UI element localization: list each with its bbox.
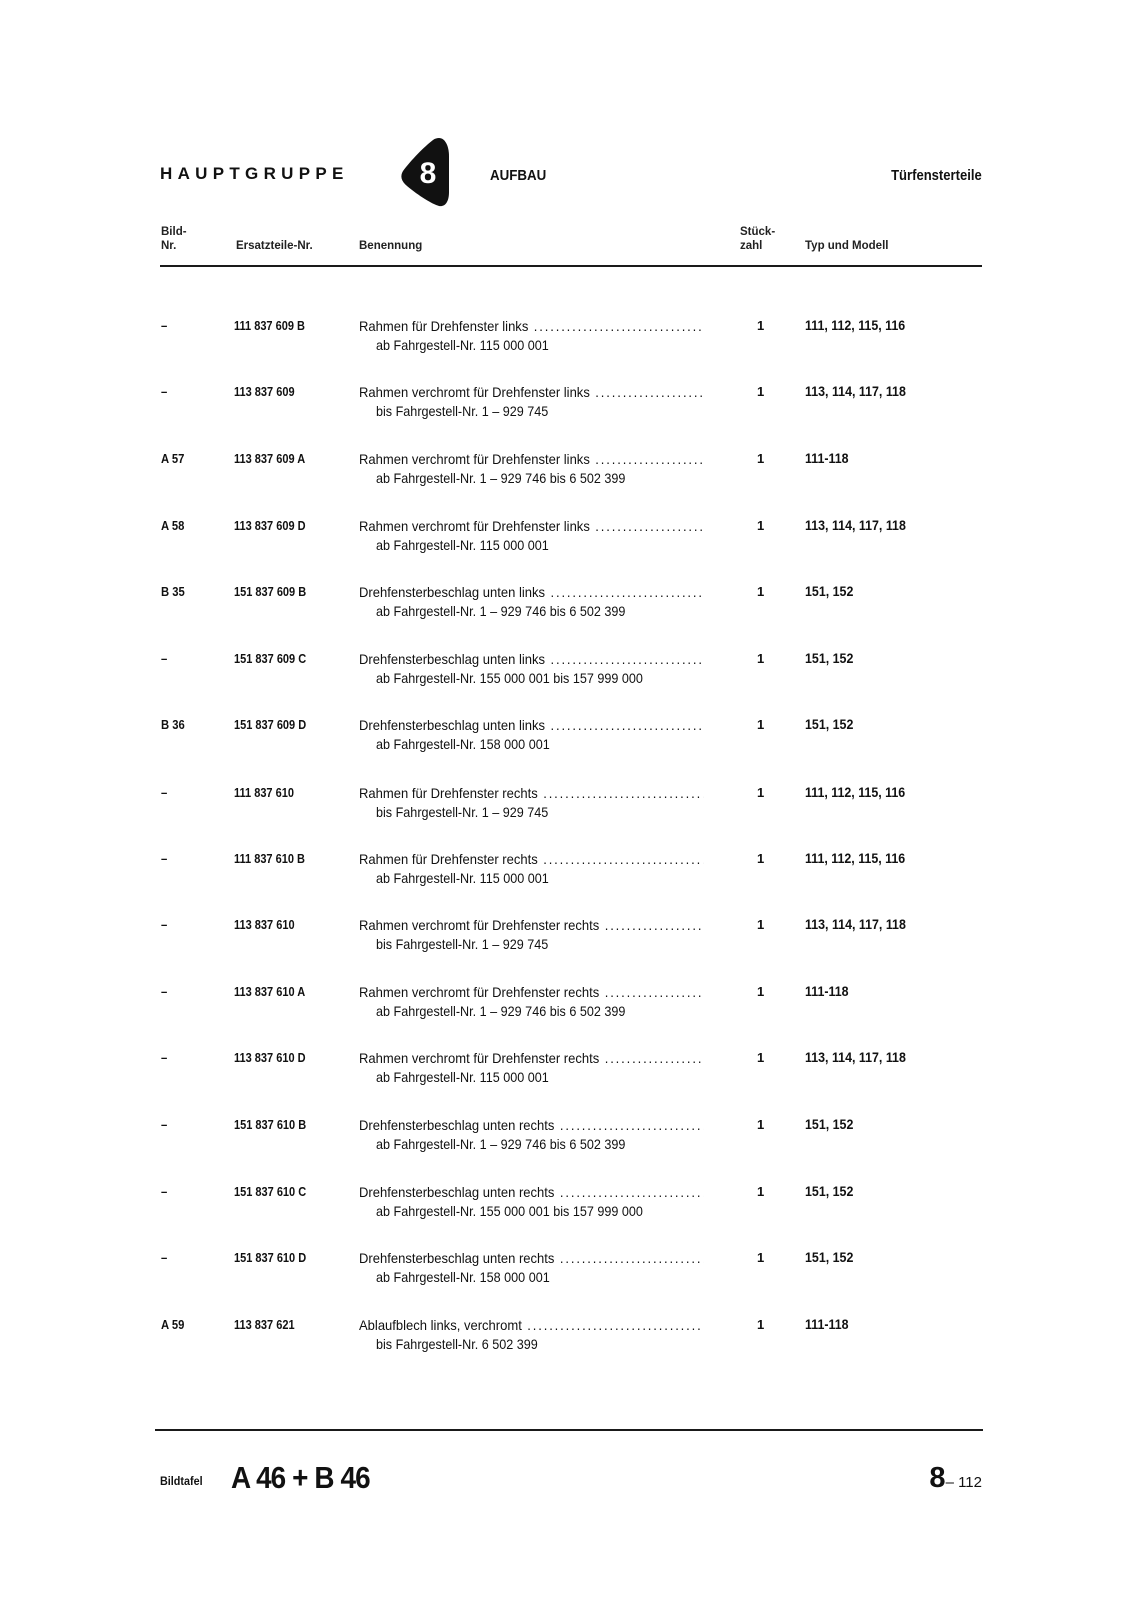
table-row — [0, 916, 1132, 966]
models: 151, 152 — [805, 1250, 854, 1265]
part-name — [359, 850, 703, 868]
models: 113, 114, 117, 118 — [805, 518, 906, 533]
part-number: 113 837 609 A — [234, 452, 306, 466]
header-divider — [160, 265, 982, 267]
models: 151, 152 — [805, 717, 854, 732]
bild-nr: – — [161, 1051, 168, 1065]
models: 111-118 — [805, 984, 849, 999]
part-note: bis Fahrgestell-Nr. 6 502 399 — [376, 1336, 538, 1352]
table-row — [0, 1049, 1132, 1099]
table-row — [0, 650, 1132, 700]
bild-nr: A 59 — [161, 1318, 185, 1332]
part-name-text: Drehfensterbeschlag unten rechts ..... — [359, 1184, 703, 1200]
plate-label: Bildtafel — [160, 1474, 203, 1488]
column-header-bild-nr — [161, 225, 187, 253]
models: 111-118 — [805, 1317, 849, 1332]
part-name-text: Rahmen verchromt für Drehfenster links ..... — [359, 518, 703, 534]
footer-divider — [155, 1429, 983, 1431]
models: 113, 114, 117, 118 — [805, 1050, 906, 1065]
part-name-text: Rahmen für Drehfenster rechts ..... — [359, 785, 703, 801]
part-number: 113 837 610 — [234, 918, 295, 932]
column-header-stueckzahl — [740, 225, 775, 253]
models: 111-118 — [805, 451, 849, 466]
table-row — [0, 1316, 1132, 1366]
part-note: ab Fahrgestell-Nr. 115 000 001 — [376, 337, 549, 353]
part-note: ab Fahrgestell-Nr. 115 000 001 — [376, 537, 549, 553]
part-number: 111 837 610 — [234, 786, 294, 800]
part-name — [359, 1316, 703, 1334]
table-row — [0, 716, 1132, 766]
part-number: 151 837 610 D — [234, 1251, 307, 1265]
page-number — [929, 1462, 982, 1495]
part-number: 113 837 621 — [234, 1318, 295, 1332]
bild-nr: – — [161, 652, 168, 666]
part-name — [359, 1183, 703, 1201]
part-note: ab Fahrgestell-Nr. 1 – 929 746 bis 6 502 399 — [376, 1136, 626, 1152]
models: 151, 152 — [805, 651, 854, 666]
page-number-main: 8 — [929, 1462, 946, 1494]
plate-reference: A 46 + B 46 — [231, 1460, 370, 1495]
part-name — [359, 317, 703, 335]
column-header-ersatzteil: Ersatzteile-Nr. — [236, 240, 313, 252]
models: 111, 112, 115, 116 — [805, 318, 906, 333]
models: 151, 152 — [805, 1117, 854, 1132]
models: 111, 112, 115, 116 — [805, 785, 906, 800]
table-row — [0, 317, 1132, 367]
part-name-text: Drehfensterbeschlag unten links ..... — [359, 717, 703, 733]
quantity: 1 — [757, 651, 765, 666]
part-name-text: Drehfensterbeschlag unten rechts ..... — [359, 1250, 703, 1266]
bild-nr: – — [161, 1185, 168, 1199]
table-row — [0, 450, 1132, 500]
part-name-text: Rahmen verchromt für Drehfenster links ..... — [359, 384, 703, 400]
table-row — [0, 583, 1132, 633]
column-header-bild-line2: Nr. — [161, 240, 177, 252]
bild-nr: – — [161, 319, 168, 333]
column-header-bild-line1: Bild- — [161, 226, 187, 238]
table-row — [0, 784, 1132, 834]
group-number: 8 — [419, 157, 437, 190]
part-name — [359, 650, 703, 668]
part-name-text: Rahmen verchromt für Drehfenster rechts ..... — [359, 917, 703, 933]
part-number: 151 837 609 D — [234, 718, 307, 732]
part-number: 111 837 609 B — [234, 319, 305, 333]
bild-nr: – — [161, 852, 168, 866]
bild-nr: A 58 — [161, 519, 185, 533]
page-number-sub: – 112 — [945, 1474, 982, 1491]
part-number: 151 837 609 B — [234, 585, 307, 599]
part-name-text: Rahmen verchromt für Drehfenster rechts ..... — [359, 1050, 703, 1066]
part-name-text: Drehfensterbeschlag unten rechts ..... — [359, 1117, 703, 1133]
part-number: 113 837 609 D — [234, 519, 306, 533]
part-number: 113 837 610 A — [234, 985, 306, 999]
bild-nr: – — [161, 918, 168, 932]
table-row — [0, 517, 1132, 567]
quantity: 1 — [757, 318, 765, 333]
quantity: 1 — [757, 917, 765, 932]
models: 113, 114, 117, 118 — [805, 917, 906, 932]
part-number: 151 837 610 C — [234, 1185, 307, 1199]
column-header-typ-modell: Typ und Modell — [805, 240, 889, 252]
part-note: ab Fahrgestell-Nr. 115 000 001 — [376, 870, 549, 886]
bild-nr: – — [161, 985, 168, 999]
part-note: ab Fahrgestell-Nr. 115 000 001 — [376, 1069, 549, 1085]
part-name-text: Rahmen verchromt für Drehfenster rechts ..... — [359, 984, 703, 1000]
part-name — [359, 784, 703, 802]
quantity: 1 — [757, 984, 765, 999]
part-note: bis Fahrgestell-Nr. 1 – 929 745 — [376, 936, 549, 952]
part-name-text: Drehfensterbeschlag unten links ..... — [359, 651, 703, 667]
quantity: 1 — [757, 1317, 765, 1332]
part-number: 113 837 609 — [234, 385, 295, 399]
models: 151, 152 — [805, 584, 854, 599]
quantity: 1 — [757, 518, 765, 533]
part-name — [359, 983, 703, 1001]
table-row — [0, 1249, 1132, 1299]
part-note: ab Fahrgestell-Nr. 158 000 001 — [376, 1269, 550, 1285]
column-header-stueck-line1: Stück- — [740, 226, 776, 238]
quantity: 1 — [757, 1184, 765, 1199]
models: 113, 114, 117, 118 — [805, 384, 906, 399]
table-row — [0, 1116, 1132, 1166]
part-note: ab Fahrgestell-Nr. 155 000 001 bis 157 999 000 — [376, 670, 643, 686]
subject-title: Türfensterteile — [891, 168, 982, 184]
part-number: 151 837 610 B — [234, 1118, 307, 1132]
part-name-text: Rahmen für Drehfenster rechts ..... — [359, 851, 703, 867]
group-number-badge — [399, 136, 451, 208]
part-note: ab Fahrgestell-Nr. 155 000 001 bis 157 999 000 — [376, 1203, 643, 1219]
part-name — [359, 716, 703, 734]
part-name — [359, 1049, 703, 1067]
part-name — [359, 1116, 703, 1134]
part-number: 151 837 609 C — [234, 652, 307, 666]
part-name — [359, 916, 703, 934]
quantity: 1 — [757, 451, 765, 466]
part-note: bis Fahrgestell-Nr. 1 – 929 745 — [376, 804, 549, 820]
part-note: ab Fahrgestell-Nr. 158 000 001 — [376, 736, 550, 752]
part-number: 113 837 610 D — [234, 1051, 306, 1065]
part-number: 111 837 610 B — [234, 852, 305, 866]
models: 151, 152 — [805, 1184, 854, 1199]
part-name-text: Rahmen verchromt für Drehfenster links ..... — [359, 451, 703, 467]
quantity: 1 — [757, 1050, 765, 1065]
quantity: 1 — [757, 785, 765, 800]
table-row — [0, 383, 1132, 433]
column-header-stueck-line2: zahl — [740, 240, 763, 252]
part-note: ab Fahrgestell-Nr. 1 – 929 746 bis 6 502 399 — [376, 1003, 626, 1019]
part-name-text: Drehfensterbeschlag unten links ..... — [359, 584, 703, 600]
bild-nr: – — [161, 1118, 168, 1132]
part-note: ab Fahrgestell-Nr. 1 – 929 746 bis 6 502 399 — [376, 603, 626, 619]
part-note: bis Fahrgestell-Nr. 1 – 929 745 — [376, 403, 549, 419]
main-group-label: HAUPTGRUPPE — [160, 164, 349, 183]
bild-nr: – — [161, 385, 168, 399]
part-name — [359, 517, 703, 535]
part-name-text: Ablaufblech links, verchromt ..... — [359, 1317, 703, 1333]
part-name — [359, 450, 703, 468]
bild-nr: – — [161, 1251, 168, 1265]
part-name — [359, 1249, 703, 1267]
quantity: 1 — [757, 717, 765, 732]
part-name — [359, 583, 703, 601]
quantity: 1 — [757, 1250, 765, 1265]
column-header-benennung: Benennung — [359, 240, 423, 252]
quantity: 1 — [757, 1117, 765, 1132]
bild-nr: B 36 — [161, 718, 185, 732]
models: 111, 112, 115, 116 — [805, 851, 906, 866]
table-row — [0, 850, 1132, 900]
table-row — [0, 983, 1132, 1033]
part-note: ab Fahrgestell-Nr. 1 – 929 746 bis 6 502 399 — [376, 470, 626, 486]
bild-nr: – — [161, 786, 168, 800]
quantity: 1 — [757, 384, 765, 399]
bild-nr: B 35 — [161, 585, 185, 599]
section-title: AUFBAU — [490, 168, 547, 184]
quantity: 1 — [757, 584, 765, 599]
table-row — [0, 1183, 1132, 1233]
bild-nr: A 57 — [161, 452, 185, 466]
quantity: 1 — [757, 851, 765, 866]
part-name-text: Rahmen für Drehfenster links ..... — [359, 318, 703, 334]
part-name — [359, 383, 703, 401]
group-badge-icon — [399, 136, 451, 208]
